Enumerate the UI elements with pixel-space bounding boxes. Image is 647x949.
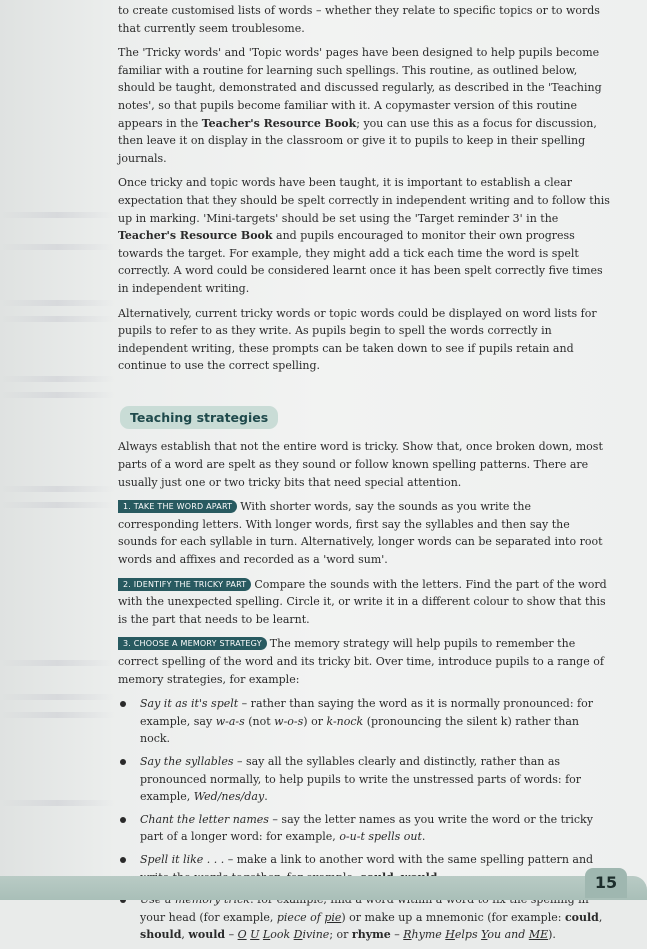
strategy-name: Say it as it's spelt (140, 697, 239, 711)
show-through-line (0, 244, 115, 250)
mnemonic-text: hyme (411, 928, 446, 942)
example-word: should (140, 928, 182, 942)
text-run: – make a link to another word with the same spelling pattern and (227, 852, 594, 866)
mnemonic-text: ou and (487, 928, 529, 942)
page-number: 15 (585, 868, 627, 898)
text-run: ) or (303, 714, 327, 728)
mnemonic-text: ivine (302, 928, 330, 942)
mnemonic-text: elps (454, 928, 482, 942)
step-1-text: With shorter words, say the sounds as you write the corresponding letters. With longer words, first say the syllables and then say the sounds for each syllable in turn. Alternatively, longer words can be separated into root words and affixes and recorded as a 'word sum'. (118, 500, 603, 567)
intro-paragraph-2 (118, 44, 612, 167)
bullet-icon (120, 817, 126, 823)
example-word: w-o-s (274, 714, 304, 728)
section-lead: Always establish that not the entire word is tricky. Show that, once broken down, most parts of a word are spelt as they sound or follow known spelling patterns. There are usually just one or two tricky bits that need special attention. (118, 440, 603, 489)
mnemonic-letter: D (293, 928, 303, 942)
mnemonic-letter: L (262, 928, 271, 942)
example-word: piece of (276, 910, 325, 924)
footer-band (0, 876, 647, 900)
show-through-line (0, 300, 115, 306)
mnemonic-letter: ME (528, 928, 549, 942)
section-heading: Teaching strategies (120, 406, 278, 430)
text-run: ; you can use this as a focus for discussion, then leave it on display in the classroom or give it to pupils to keep in their spelling journals. (118, 116, 597, 165)
text-run: ) or make up a mnemonic (for example: (341, 910, 565, 924)
intro-paragraph-1: to create customised lists of words – whether they relate to specific topics or to words that currently seem troublesome. (118, 4, 600, 35)
mnemonic-letter: R (403, 928, 412, 942)
book-title: Teacher's Resource Book (201, 116, 357, 130)
bullet-icon (120, 759, 126, 765)
example-word: Wed/nes/day (193, 790, 265, 804)
strategy-chant-letter-names (118, 811, 612, 846)
show-through-line (0, 502, 115, 508)
text-run: , (181, 928, 189, 942)
step-3-text: The memory strategy will help pupils to remember the correct spelling of the word and its tricky bit. Over time, introduce pupils to a range of memory strategies, for example: (118, 637, 604, 686)
text-run: your head (for example, (140, 910, 274, 924)
mnemonic-letter: U (250, 928, 260, 942)
mnemonic-letter: Y (481, 928, 488, 942)
show-through-line (0, 316, 115, 322)
show-through-line (0, 694, 115, 700)
example-word: rhyme (351, 928, 391, 942)
step-2-text: Compare the sounds with the letters. Find the part of the word with the unexpected spelling. Circle it, or write it in a different colour to show that this is the part that needs to be learnt. (118, 577, 607, 626)
page-content (118, 2, 612, 949)
mnemonic-text: ook (270, 928, 294, 942)
text-run: , (598, 910, 603, 924)
strategy-list (118, 695, 612, 944)
book-title: Teacher's Resource Book (118, 229, 273, 243)
bullet-icon (120, 857, 126, 863)
step-3 (118, 635, 612, 688)
step-2 (118, 576, 612, 629)
intro-paragraph-3 (118, 174, 612, 297)
example-word: w-a-s (215, 714, 245, 728)
strategy-name: Say the syllables (140, 754, 234, 768)
show-through-line (0, 800, 115, 806)
show-through-line (0, 486, 115, 492)
show-through-line (0, 376, 115, 382)
step-3-tag: 3. CHOOSE A MEMORY STRATEGY (118, 637, 267, 650)
example-word: would (188, 928, 226, 942)
text-run: The 'Tricky words' and 'Topic words' pages have been designed to help pupils become familiar with a routine for learning such spellings. This routine, as outlined below, should be taught, demonstrated and discussed regularly, as described in the 'Teaching notes', so that pupils become familiar with it. A copymaster version of this routine appears in the (118, 46, 602, 130)
intro-paragraph-4: Alternatively, current tricky words or topic words could be displayed on word lists for pupils to refer to as they write. As pupils begin to spell the words correctly in independent writing, these prompts can be taken down to see if pupils retain and continue to use the correct spelling. (118, 306, 597, 373)
mnemonic-letter: H (445, 928, 455, 942)
strategy-say-the-syllables (118, 753, 612, 806)
text-run: and pupils encouraged to monitor their own progress towards the target. For example, they might add a tick each time the word is spelt correctly. A word could be considered learnt once it has been spelt correctly five times in independent writing. (118, 229, 603, 295)
text-run: (not (244, 714, 275, 728)
text-run: – say all the syllables clearly and distinctly, rather than as pronounced normally, to help pupils to write the unstressed parts of words: for example, (140, 754, 582, 804)
text-run: ; or (329, 928, 352, 942)
bullet-icon (120, 701, 126, 707)
text-run: – (225, 928, 238, 942)
text-run: . (264, 790, 268, 804)
show-through-line (0, 660, 115, 666)
step-1 (118, 498, 612, 568)
text-run: . (421, 830, 426, 844)
example-word: pie (324, 910, 342, 924)
strategy-name: Spell it like . . . (140, 852, 225, 866)
example-word: could (564, 910, 599, 924)
strategy-say-it-as-spelt (118, 695, 612, 748)
strategy-name: Chant the letter names (140, 812, 269, 826)
show-through-line (0, 212, 115, 218)
example-word: o-u-t spells out (339, 830, 422, 844)
mnemonic-letter: O (237, 928, 247, 942)
text-run: Once tricky and topic words have been taught, it is important to establish a clear expectation that they should be spelt correctly in independent writing and to follow this up in marking. 'Mini-targets' should be set using the 'Target reminder 3' in the (118, 176, 610, 225)
text-run: – (390, 928, 404, 942)
text-run: (pronouncing the silent k) rather than nock. (140, 714, 579, 746)
example-word: k-nock (326, 714, 364, 728)
step-2-tag: 2. IDENTIFY THE TRICKY PART (118, 578, 251, 591)
step-1-tag: 1. TAKE THE WORD APART (118, 500, 237, 513)
show-through-line (0, 712, 115, 718)
text-run: – rather than saying the word as it is normally pronounced: for example, say (140, 697, 593, 728)
text-run: – say the letter names as you write the word or the tricky part of a longer word: for example, (140, 812, 593, 844)
text-run: ). (548, 928, 556, 942)
show-through-line (0, 392, 115, 398)
section-spacer (118, 382, 612, 406)
